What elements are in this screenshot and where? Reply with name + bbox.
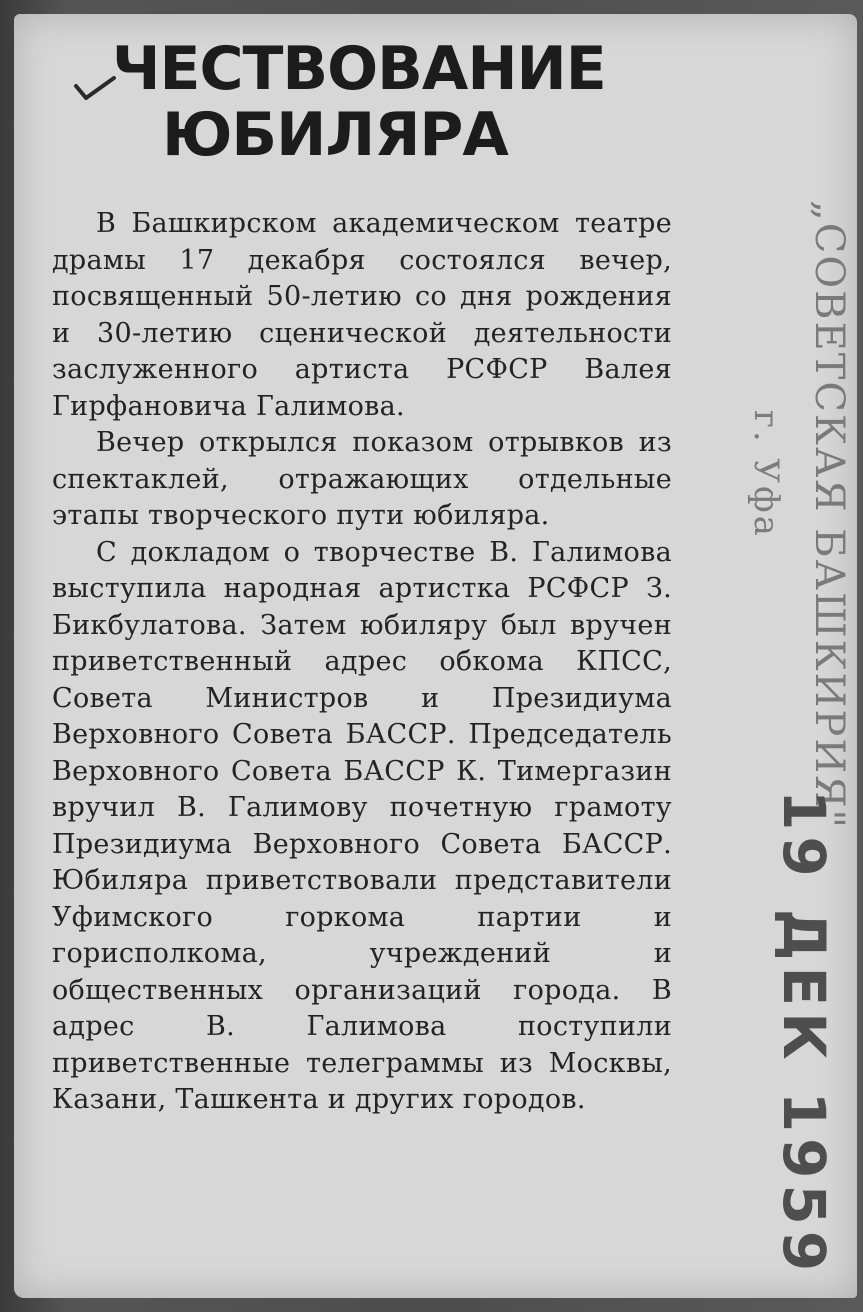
headline-line-2: ЮБИЛЯРА (162, 100, 508, 170)
stamp-date: 19 ДЕК 1959 (770, 790, 838, 1278)
article-headline (64, 36, 664, 168)
article-paragraph-1: В Башкирском академическом театре драмы 17 декабря состоялся вечер, посвященный 50-летию со дня рождения и 30-летию сценической деятельности заслуженного артиста РСФСР Валея Гирфановича Галимова. (52, 208, 672, 422)
article-paragraph-3: С докладом о творчестве В. Галимова выступила народная артистка РСФСР З. Бикбулатова. Затем юбиляру был вручен приветственный адрес обкома КПСС, Совета Министров и Президиума Верховного Совета БАССР. Председатель Верховного Совета БАССР К. Тимергазин вручил В. Галимову почетную грамоту Президиума Верховного Совета БАССР. Юбиляра приветствовали представители Уфимского горкома партии и горисполкома, учреждений и общественных организаций города. В адрес В. Галимова поступили приветственные телеграммы из Москвы, Казани, Ташкента и других городов. (52, 536, 672, 1115)
pencil-checkmark-icon (74, 72, 116, 102)
newspaper-clipping (14, 14, 857, 1298)
stamp-newspaper-title: „СОВЕТСКАЯ БАШКИРИЯ" (806, 200, 852, 830)
headline-line-1: ЧЕСТВОВАНИЕ (112, 34, 606, 104)
article-body (52, 206, 672, 1119)
stamp-city: г. Уфа (746, 410, 786, 539)
article-paragraph-2: Вечер открылся показом отрывков из спектаклей, отражающих отдельные этапы творческого пути юбиляра. (52, 427, 672, 531)
